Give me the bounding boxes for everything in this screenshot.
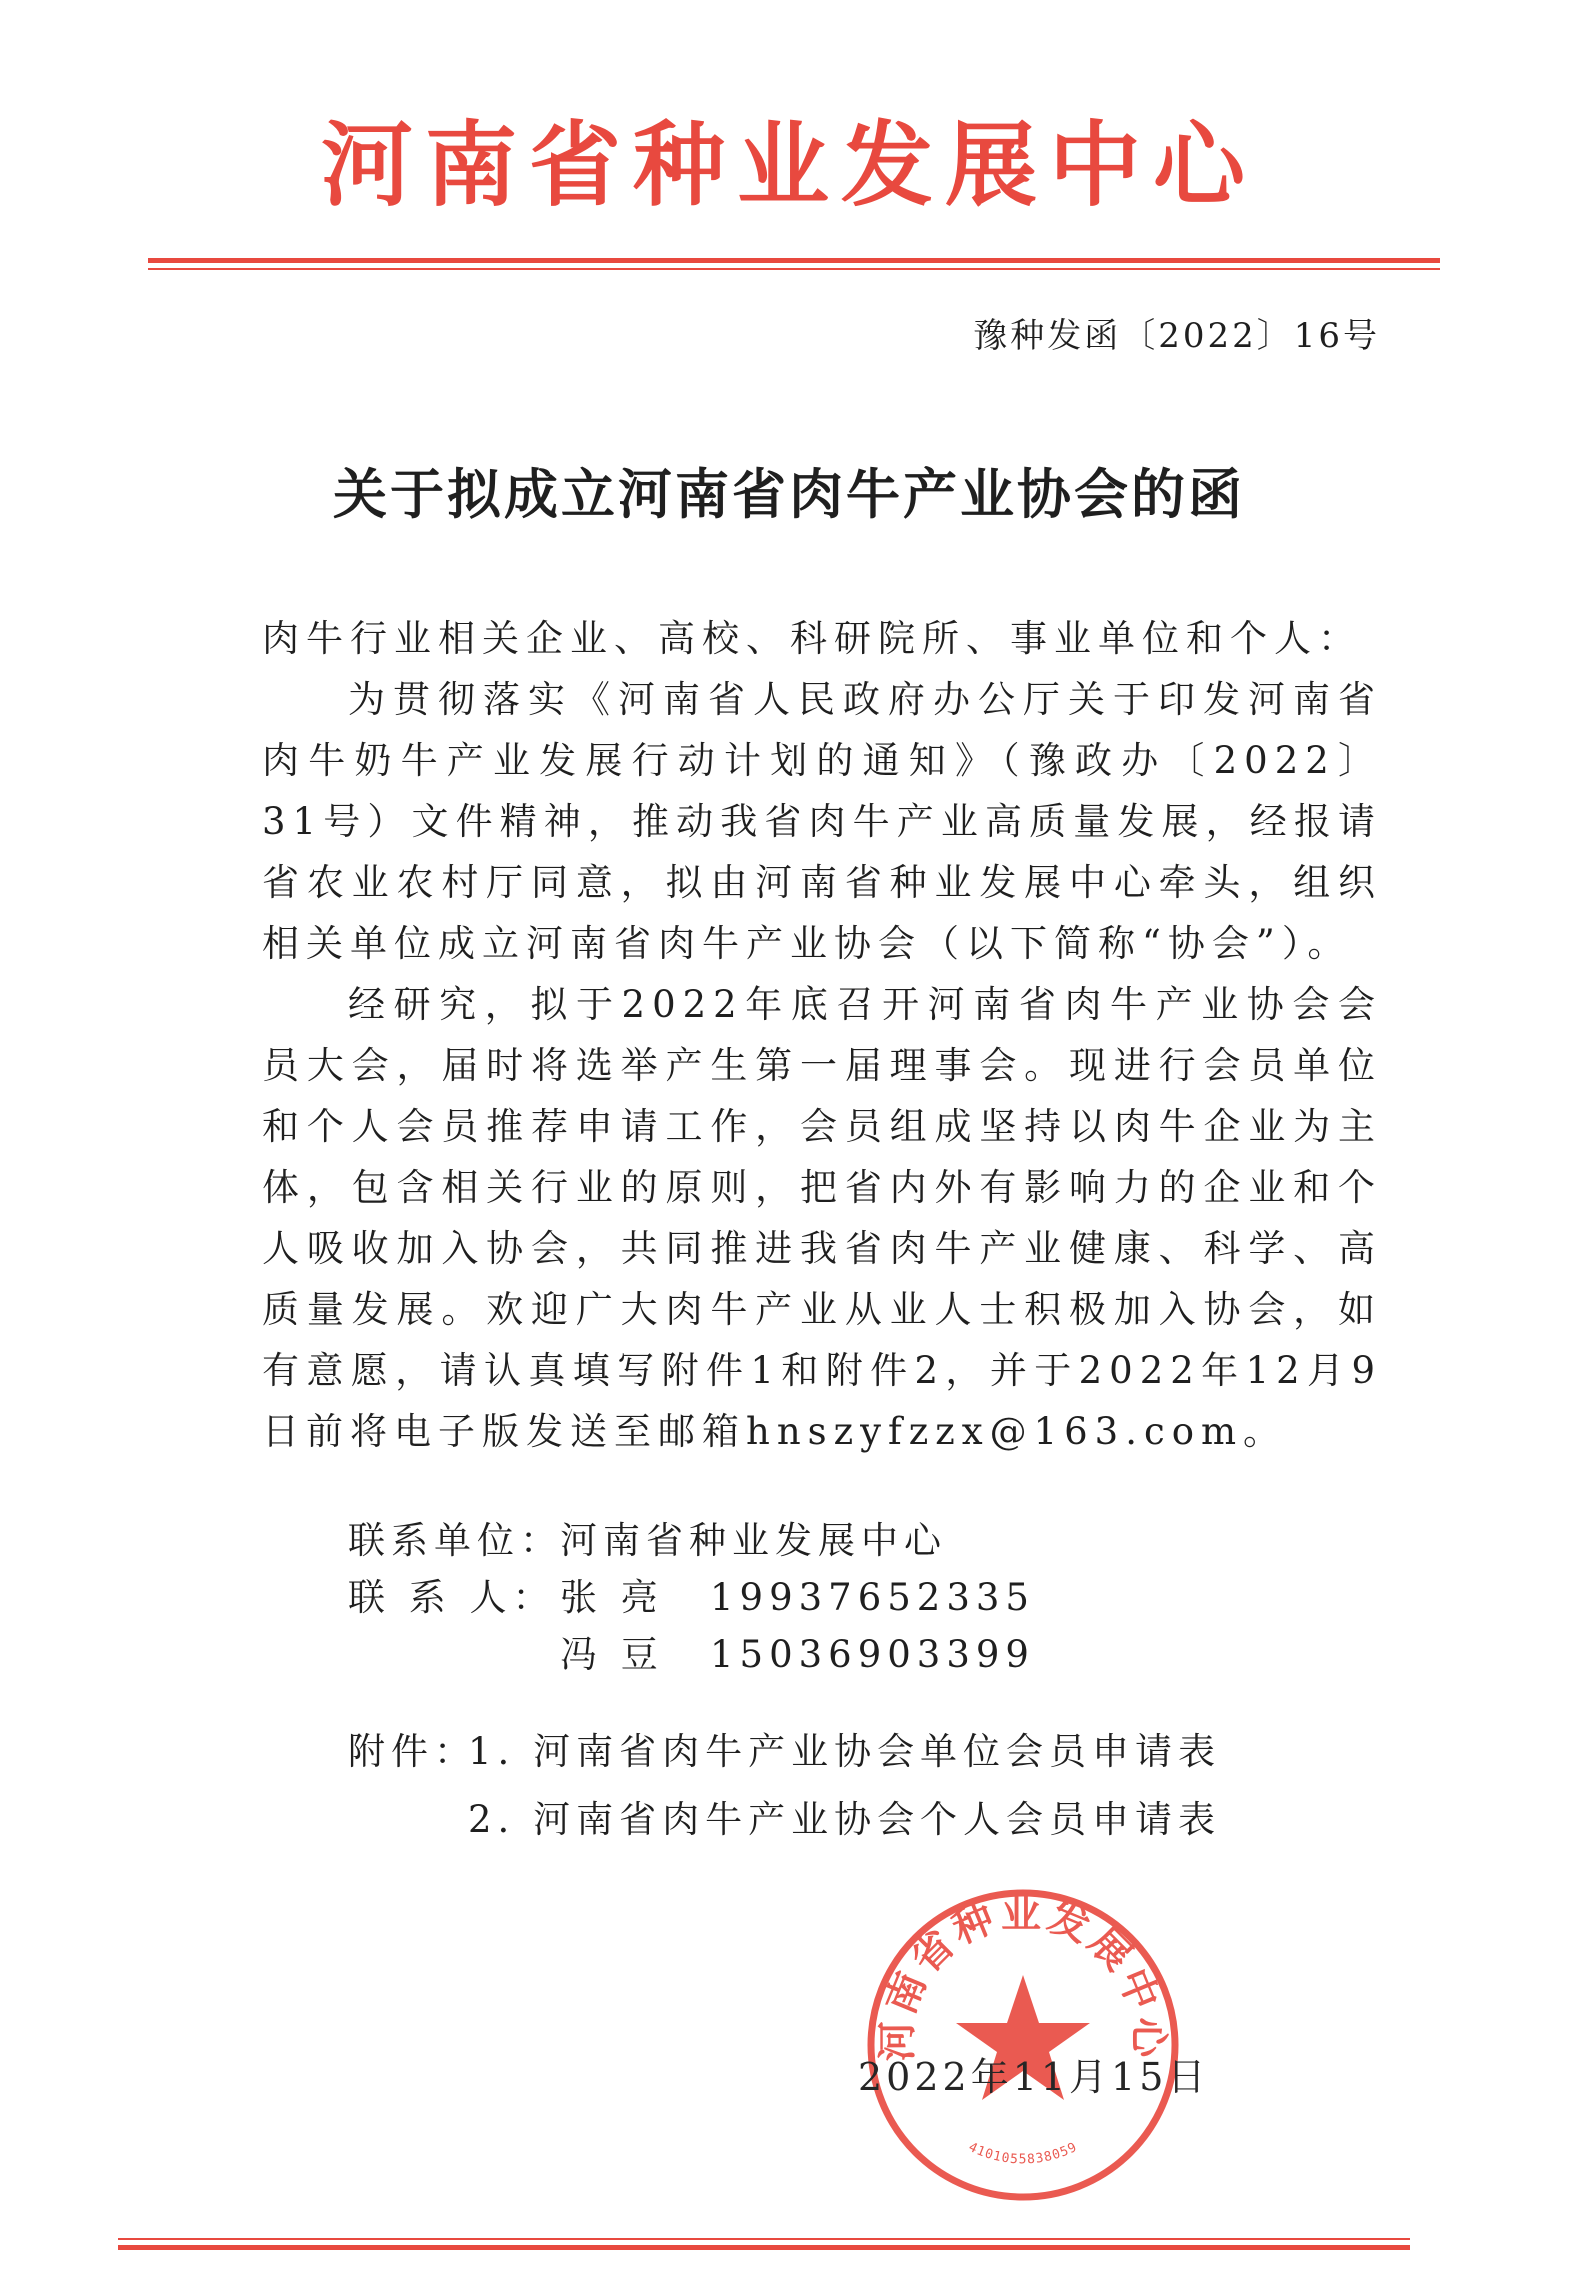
attachment-item: 2. 河南省肉牛产业协会个人会员申请表 xyxy=(468,1798,1222,1841)
attachments-label: 附件： xyxy=(348,1730,477,1773)
attachments-block xyxy=(348,1718,1221,1854)
paragraph-2: 经研究，拟于2022年底召开河南省肉牛产业协会会员大会，届时将选举产生第一届理事会。现进行会员单位和个人会员推荐申请工作，会员组成坚持以肉牛企业为主体，包含相关行业的原则，把省内外有影响力的企业和个人吸收加入协会，共同推进我省肉牛产业健康、科学、高质量发展。欢迎广大肉牛产业从业人士积极加入协会，如有意愿，请认真填写附件1和附件2，并于2022年12月9日前将电子版发送至邮箱hnszyfzzx@163.com。 xyxy=(262,983,1382,1453)
attachments-label-spacer xyxy=(348,1786,468,1854)
contact-unit: 河南省种业发展中心 xyxy=(560,1519,947,1562)
contact-person-name: 冯 豆 xyxy=(560,1633,664,1676)
contact-unit-row xyxy=(348,1512,1035,1569)
masthead-rule xyxy=(148,258,1440,270)
rule-thick-line xyxy=(118,2245,1410,2250)
letter-body xyxy=(262,608,1382,1462)
contact-person-phone: 19937652335 xyxy=(710,1576,1035,1619)
rule-thin-line xyxy=(148,268,1440,270)
contact-person-phone: 15036903399 xyxy=(710,1633,1035,1676)
document-title: 关于拟成立河南省肉牛产业协会的函 xyxy=(333,462,1245,526)
contact-person-row xyxy=(348,1569,1035,1626)
official-seal-icon xyxy=(858,1880,1188,2210)
rule-thick-line xyxy=(148,258,1440,263)
attachment-row xyxy=(348,1786,1221,1854)
attachment-row xyxy=(348,1718,1221,1786)
contact-label-spacer xyxy=(348,1626,560,1683)
contact-person-label: 联 系 人： xyxy=(348,1576,556,1619)
document-number: 豫种发函〔2022〕16号 xyxy=(973,316,1380,356)
seal-code: 4101055838059 xyxy=(966,2139,1080,2168)
seal-text: 河南省种业发展中心 xyxy=(874,1891,1172,2062)
document-date: 2022年11月15日 xyxy=(858,2055,1210,2099)
rule-thin-line xyxy=(118,2238,1410,2240)
contact-unit-label: 联系单位： xyxy=(348,1519,563,1562)
masthead-organization: 河南省种业发展中心 xyxy=(320,112,1257,219)
salutation: 肉牛行业相关企业、高校、科研院所、事业单位和个人： xyxy=(262,617,1362,660)
attachment-item: 1. 河南省肉牛产业协会单位会员申请表 xyxy=(468,1730,1222,1773)
contact-person-row xyxy=(348,1626,1035,1683)
footer-rule xyxy=(118,2238,1410,2250)
contact-block xyxy=(348,1512,1035,1683)
paragraph-1: 为贯彻落实《河南省人民政府办公厅关于印发河南省肉牛奶牛产业发展行动计划的通知》（豫政办〔2022〕31号）文件精神，推动我省肉牛产业高质量发展，经报请省农业农村厅同意，拟由河南省种业发展中心牵头，组织相关单位成立河南省肉牛产业协会（以下简称“协会”）。 xyxy=(262,678,1382,965)
contact-person-name: 张 亮 xyxy=(560,1576,664,1619)
